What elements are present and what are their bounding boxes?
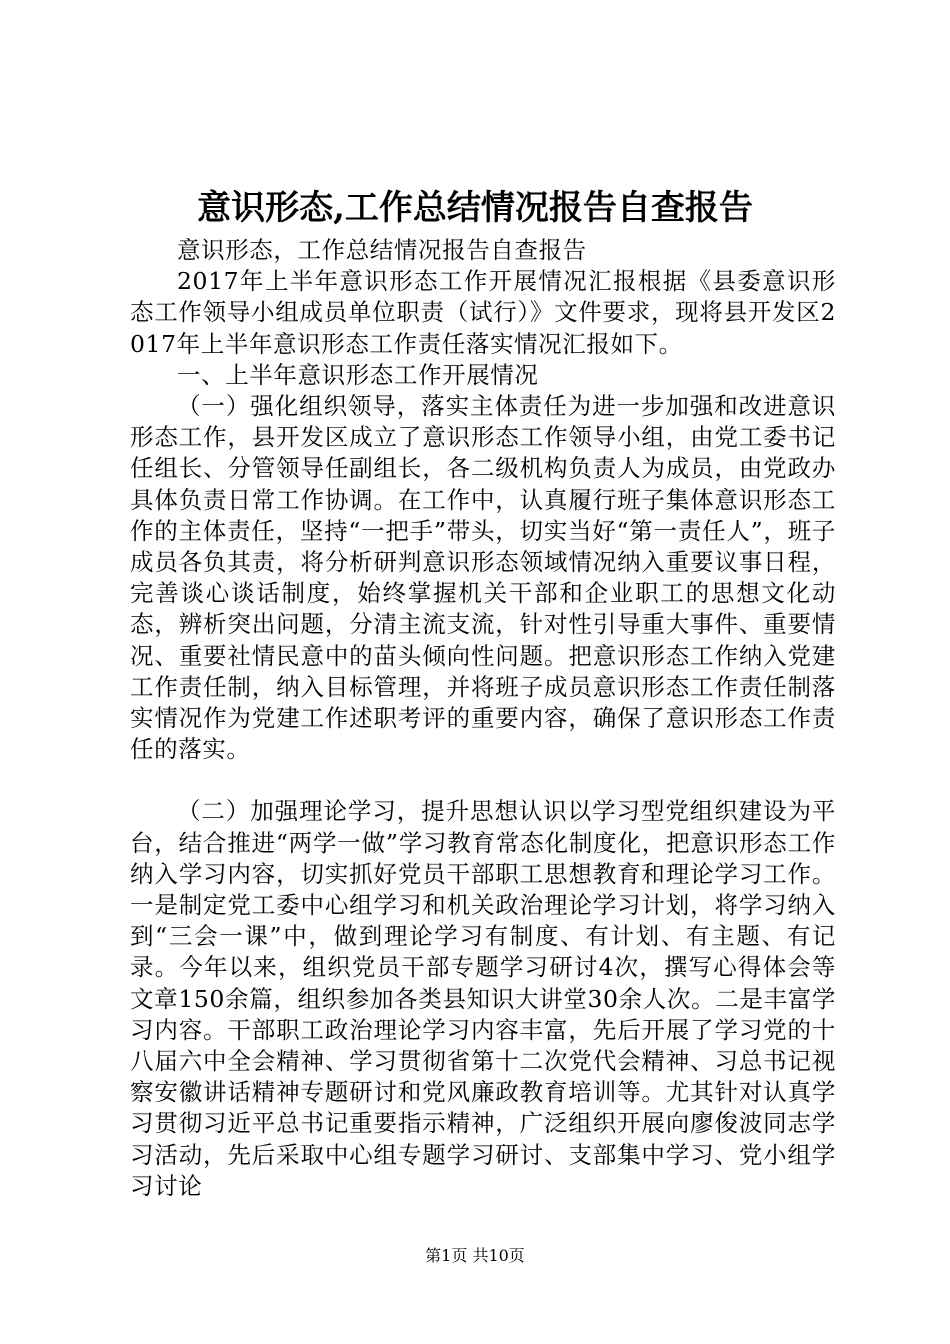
subtitle-paragraph: 意识形态，工作总结情况报告自查报告 xyxy=(177,236,587,264)
page-number-footer: 第1页 共10页 xyxy=(425,1246,525,1265)
intro-paragraph: 2017年上半年意识形态工作开展情况汇报根据《县委意识形态工作领导小组成员单位职责（试行）》文件要求，现将县开发区2017年上半年意识形态工作责任落实情况汇报如下。 xyxy=(130,267,836,358)
body-paragraph-2: （二）加强理论学习，提升思想认识以学习型党组织建设为平台，结合推进“两学一做”学习教育常态化制度化，把意识形态工作纳入学习内容，切实抓好党员干部职工思想教育和理论学习工作。一是制定党工委中心组学习和机关政治理论学习计划，将学习纳入到“三会一课”中，做到理论学习有制度、有计划、有主题、有记录。今年以来，组织党员干部专题学习研讨4次，撰写心得体会等文章150余篇，组织参加各类县知识大讲堂30余人次。二是丰富学习内容。干部职工政治理论学习内容丰富，先后开展了学习党的十八届六中全会精神、学习贯彻省第十二次党代会精神、习总书记视察安徽讲话精神专题研讨和党风廉政教育培训等。尤其针对认真学习贯彻习近平总书记重要指示精神，广泛组织开展向廖俊波同志学习活动，先后采取中心组专题学习研讨、支部集中学习、党小组学习讨论 xyxy=(130,797,836,1200)
document-body xyxy=(130,235,836,1202)
document-title: 意识形态,工作总结情况报告自查报告 xyxy=(197,188,753,228)
body-paragraph-1: （一）强化组织领导，落实主体责任为进一步加强和改进意识形态工作，县开发区成立了意识形态工作领导小组，由党工委书记任组长、分管领导任副组长，各二级机构负责人为成员，由党政办具体负责日常工作协调。在工作中，认真履行班子集体意识形态工作的主体责任，坚持“一把手”带头，切实当好“第一责任人”，班子成员各负其责，将分析研判意识形态领域情况纳入重要议事日程，完善谈心谈话制度，始终掌握机关干部和企业职工的思想文化动态，辨析突出问题，分清主流支流，针对性引导重大事件、重要情况、重要社情民意中的苗头倾向性问题。把意识形态工作纳入党建工作责任制，纳入目标管理，并将班子成员意识形态工作责任制落实情况作为党建工作述职考评的重要内容，确保了意识形态工作责任的落实。 xyxy=(130,392,836,764)
section-heading: 一、上半年意识形态工作开展情况 xyxy=(177,360,539,389)
